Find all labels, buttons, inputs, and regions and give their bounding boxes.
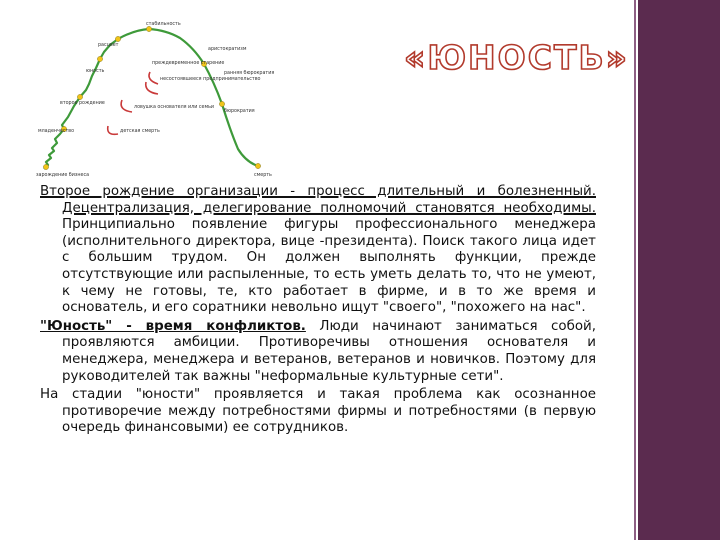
branch-infant-death (108, 126, 118, 134)
stage-dot (77, 94, 82, 99)
stage-label: расцвет (98, 43, 119, 48)
stage-label: юность (86, 69, 105, 74)
stage-label: ловушка основателя или семьи (134, 105, 215, 110)
branch-founder-trap (121, 100, 132, 112)
stage-label: бюрократия (224, 109, 255, 114)
stage-label: стабильность (146, 22, 181, 27)
stage-dot (115, 36, 120, 41)
stage-label: младенчество (38, 129, 75, 134)
stage-label: второе рождение (60, 101, 105, 106)
paragraph-text: Люди начинают заниматься собой, проявляются амбиции. Противоречивы отношения основателя и менеджера, менеджера и ветеранов, ветеранов и новичков. Поэтому для руководителей так важны "неформальные культурные сети". (62, 318, 596, 384)
slide-title: «ЮНОСТЬ» (404, 38, 629, 77)
decorative-sidebar (638, 0, 720, 540)
stage-dot (255, 163, 260, 168)
paragraph-text: Принципиально появление фигуры профессионального менеджера (исполнительного директора, вице -президента). Поиск такого лица идет с большим трудом. Он должен выполнять функции, прежде отсутствующие или распыленные, то есть уметь делать то, что не умеют, к чему не готовы, те, кто работает в фирме, и в то же время и основатель, и его соратники невольно ищут "своего", "похожего на нас". (62, 217, 596, 316)
stage-label: зарождение бизнеса (36, 173, 90, 178)
slide-body (40, 184, 596, 439)
stage-dot (43, 164, 48, 169)
paragraph-lead: Второе рождение организации - процесс длительный и болезненный. Децентрализация, делегирование полномочий становятся необходимы. (40, 184, 596, 216)
stage-dot (219, 101, 224, 106)
stage-label: ранняя бюрократия (224, 71, 275, 76)
paragraph-youth-conflicts (40, 319, 596, 385)
paragraph-youth-problem (40, 387, 596, 437)
stage-label: преждевременное старение (152, 61, 225, 66)
sidebar-divider (634, 0, 636, 540)
stage-label: смерть (254, 173, 272, 178)
stage-label: аристократизм (208, 47, 247, 52)
stage-dot (146, 26, 151, 31)
stage-dot (97, 56, 102, 61)
lifecycle-diagram (34, 12, 324, 180)
stage-label: несостоявшееся предпринимательство (160, 77, 261, 82)
paragraph-text: На стадии "юности" проявляется и такая проблема как осознанное противоречие между потребностями фирмы и потребностями (в первую очередь финансовыми) ее сотрудников. (40, 387, 596, 436)
paragraph-second-birth (40, 184, 596, 317)
stage-label: детская смерть (120, 129, 160, 134)
paragraph-lead: "Юность" - время конфликтов. (40, 318, 306, 334)
branch-premature-aging (149, 72, 158, 84)
